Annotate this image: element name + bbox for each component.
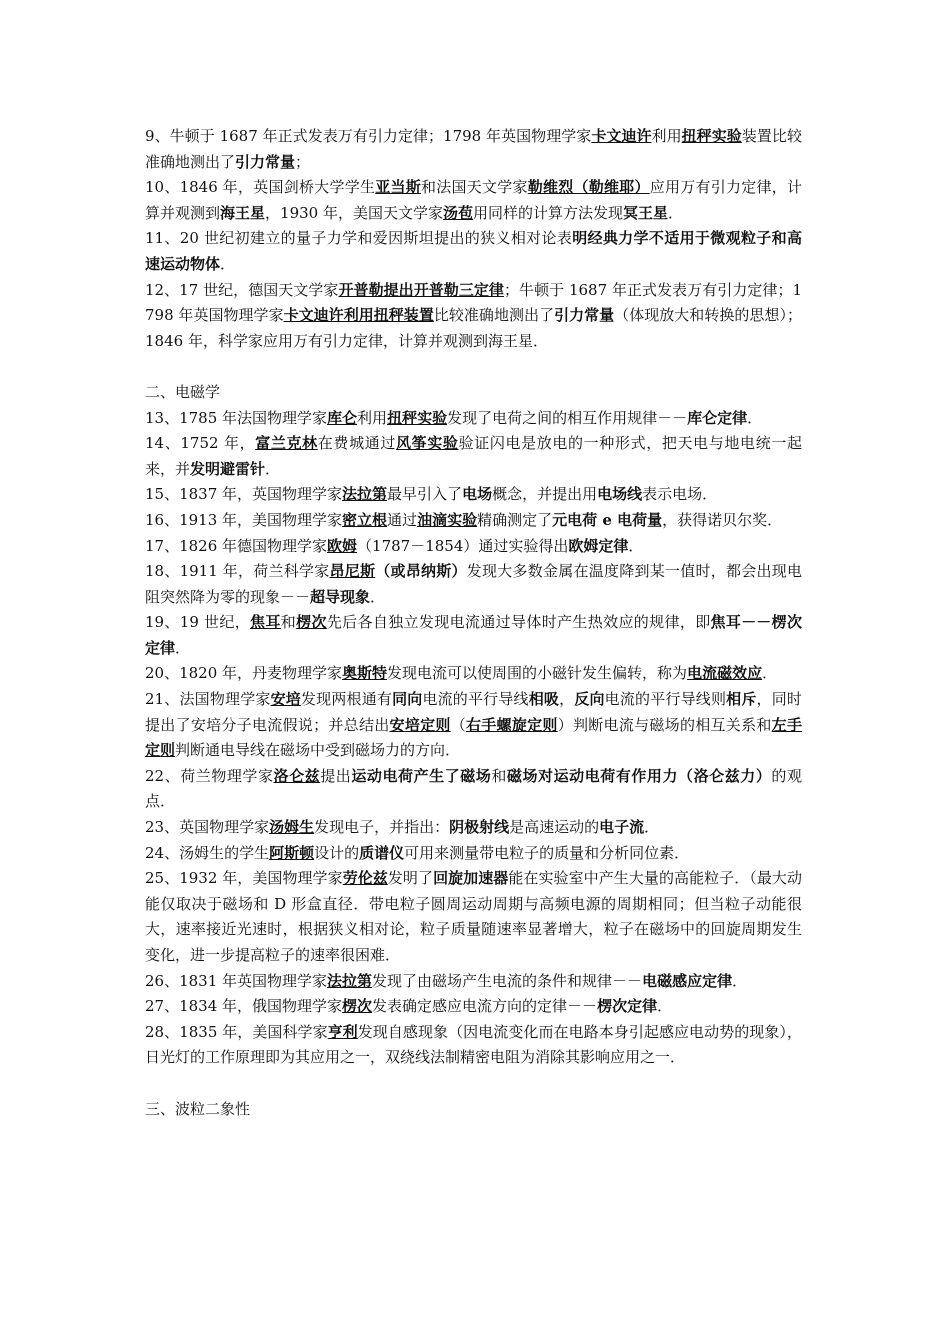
emphasis-text: 欧姆定律: [568, 536, 629, 555]
paragraph-p17: [145, 534, 802, 560]
emphasis-text: 库仑定律: [687, 408, 748, 427]
emphasis-text: 电子流: [599, 818, 645, 837]
text-segment: ．: [175, 638, 191, 657]
emphasis-text: 元电荷 e 电荷量: [552, 510, 663, 529]
text-segment: 表示电场．: [642, 485, 718, 504]
emphasis-text: 欧姆: [327, 536, 358, 555]
text-segment: ．: [747, 408, 763, 427]
text-segment: ．: [265, 459, 281, 478]
paragraph-p11: [145, 226, 802, 277]
emphasis-text: 劳伦兹: [342, 869, 388, 888]
text-segment: 9、牛顿于 1687 年正式发表万有引力定律；1798 年英国物理学家: [145, 127, 592, 145]
emphasis-text: 阴极射线: [449, 818, 510, 837]
text-segment: 三、波粒二象性: [145, 1099, 251, 1118]
text-segment: 用同样的计算方法发现: [473, 203, 624, 222]
text-segment: ；: [295, 152, 311, 171]
emphasis-text: 运动电荷产生了磁场: [351, 766, 492, 785]
emphasis-text: 库仑: [327, 408, 358, 427]
text-segment: 19、19 世纪，: [145, 613, 251, 632]
paragraph-p25: [145, 866, 802, 968]
text-segment: ．: [628, 536, 644, 555]
emphasis-text: 勒维烈（勒维耶）: [527, 178, 650, 197]
text-segment: 发现两根通有: [300, 690, 393, 709]
emphasis-text: 右手螺旋定则: [465, 715, 558, 734]
text-segment: 验证闪电是放电的一种形式，把天电与地电统一起来，并: [145, 434, 802, 478]
emphasis-text: 亨利: [327, 1022, 358, 1041]
text-segment: 发现了由磁场产生电流的条件和规律－－: [372, 971, 643, 990]
emphasis-text: 昂尼斯: [329, 562, 376, 581]
emphasis-text: 超导现象: [310, 587, 371, 606]
text-segment: 发现大多数金属在温度降到某一值时，都会出现电阻突然降为零的现象－－: [145, 562, 802, 606]
text-segment: 精确测定了: [477, 510, 553, 529]
text-segment: 发明了: [387, 869, 434, 888]
emphasis-text: 油滴实验: [417, 510, 478, 529]
text-segment: 18、1911 年，荷兰科学家: [145, 562, 330, 581]
text-segment: 20、1820 年，丹麦物理学家: [145, 664, 343, 683]
text-segment: 先后各自独立发现电流通过导体时产生热效应的规律，即: [326, 613, 711, 632]
text-segment: 11、20 世纪初建立的量子力学和爱因斯坦提出的狭义相对论表: [145, 229, 573, 248]
paragraph-p16: [145, 508, 802, 534]
emphasis-text: 电场线: [597, 485, 643, 504]
text-segment: ；牛顿于 1687 年正式发表万有引力定律；1798 年英国物理学家: [145, 280, 802, 325]
text-segment: 的观点．: [145, 766, 802, 811]
text-segment: 发现自感现象（因电流变化而在电路本身引起感应电动势的现象），日光灯的工作原理即为其应用之一，双绕线法制精密电阻为消除其影响应用之一．: [145, 1022, 802, 1067]
emphasis-text: 开普勒提出开普勒三定律: [338, 280, 504, 299]
emphasis-text: 质谱仪: [359, 843, 405, 862]
paragraph-p9: [145, 124, 802, 175]
text-segment: 在费城通过: [317, 434, 396, 453]
paragraph-p27: [145, 994, 802, 1020]
emphasis-text: 亚当斯: [375, 178, 421, 197]
paragraph-p23: [145, 815, 802, 841]
emphasis-text: 楞次定律: [597, 997, 658, 1016]
emphasis-text: 楞次: [342, 997, 373, 1016]
text-segment: 提出: [320, 766, 352, 785]
paragraph-p15: [145, 482, 802, 508]
paragraph-p18: [145, 559, 802, 610]
text-segment: 发现电流可以使周围的小磁针发生偏转，称为: [387, 664, 688, 683]
text-segment: 电流的平行导线则: [604, 690, 727, 709]
paragraph-p19: [145, 610, 802, 661]
text-segment: 13、1785 年法国物理学家: [145, 408, 328, 427]
text-segment: 二、电磁学: [145, 382, 221, 401]
emphasis-text: 焦耳: [250, 613, 281, 632]
emphasis-text: 同向: [392, 690, 423, 709]
emphasis-text: 富兰克林: [255, 434, 318, 453]
emphasis-text: 法拉第: [327, 971, 373, 990]
text-segment: 26、1831 年英国物理学家: [145, 971, 328, 990]
text-segment: 通过: [387, 510, 418, 529]
section-heading: [145, 380, 802, 406]
emphasis-text: 发明避雷针: [190, 459, 266, 478]
emphasis-text: 汤苞: [442, 203, 473, 222]
emphasis-text: 反向: [574, 690, 605, 709]
text-segment: ．: [220, 254, 236, 273]
paragraph-p24: [145, 841, 802, 867]
text-segment: 24、汤姆生的学生: [145, 843, 270, 862]
text-segment: （体现放大和转换的思想）；1846 年，科学家应用万有引力定律，计算并观测到海王星．: [145, 306, 802, 350]
text-segment: ，: [559, 690, 575, 709]
text-segment: ）判断电流与磁场的相互关系和: [557, 715, 772, 734]
text-segment: ．: [644, 818, 660, 837]
emphasis-text: 相吸: [528, 690, 560, 709]
text-segment: 能在实验室中产生大量的高能粒子．（最大动能仅取决于磁场和 D 形盒直径．带电粒子圆周运动周期与高频电源的周期相同；但当粒子动能很大，速率接近光速时，根据狭义相对论，粒子质量随速率显著增大，粒子在磁场中的回旋周期发生变化，进一步提高粒子的速率很困难．: [145, 869, 802, 964]
text-segment: 利用: [357, 408, 388, 427]
emphasis-text: 回旋加速器: [433, 869, 509, 888]
paragraph-p26: [145, 969, 802, 995]
emphasis-text: 引力常量: [554, 306, 615, 325]
text-segment: 是高速运动的: [509, 818, 600, 837]
text-segment: 22、荷兰物理学家: [145, 766, 274, 785]
text-segment: 和: [280, 613, 297, 632]
text-segment: 12、17 世纪，德国天文学家: [145, 280, 339, 299]
text-segment: 23、英国物理学家: [145, 818, 270, 837]
text-segment: 和法国天文学家: [421, 178, 528, 197]
text-segment: 比较准确地测出了: [433, 306, 555, 325]
text-segment: ．: [657, 997, 673, 1016]
emphasis-text: 法拉第: [342, 485, 388, 504]
text-segment: 应用万有引力定律，计算并观测到: [145, 178, 802, 222]
paragraph-p10: [145, 175, 802, 226]
paragraph-p20: [145, 661, 802, 687]
text-segment: 21、法国物理学家: [145, 690, 271, 709]
text-segment: 装置比较准确地测出了: [145, 127, 802, 171]
text-segment: 判断通电导线在磁场中受到磁场力的方向．: [175, 741, 461, 760]
emphasis-text: 汤姆生: [269, 818, 315, 837]
emphasis-text: 相斥: [726, 690, 757, 709]
emphasis-text: 引力常量: [235, 152, 296, 171]
emphasis-text: 海王星: [220, 203, 266, 222]
text-segment: 最早引入了: [387, 485, 463, 504]
text-segment: （: [450, 715, 466, 734]
emphasis-text: 卡文迪许利用扭秤装置: [283, 306, 434, 325]
text-segment: ，1930 年，美国天文学家: [265, 203, 443, 222]
emphasis-text: 电场: [462, 485, 493, 504]
emphasis-text: （或昂纳斯）: [375, 562, 467, 581]
text-segment: ．: [668, 203, 684, 222]
text-segment: 和: [491, 766, 507, 785]
paragraph-p22: [145, 764, 802, 815]
paragraph-p28: [145, 1020, 802, 1071]
text-segment: 15、1837 年，英国物理学家: [145, 485, 343, 504]
emphasis-text: 磁场对运动电荷有作用力（洛仑兹力）: [506, 766, 772, 785]
emphasis-text: 扭秤实验: [387, 408, 448, 427]
text-segment: 16、1913 年，美国物理学家: [145, 510, 343, 529]
emphasis-text: 楞次: [296, 613, 327, 632]
emphasis-text: 安培定则: [389, 715, 451, 734]
text-segment: 电流的平行导线: [422, 690, 529, 709]
text-segment: 设计的: [314, 843, 360, 862]
emphasis-text: 左手定则: [145, 715, 802, 760]
text-segment: 发现了电荷之间的相互作用规律－－: [447, 408, 688, 427]
paragraph-p12: [145, 278, 802, 355]
text-segment: 可用来测量带电粒子的质量和分析同位素．: [404, 843, 690, 862]
emphasis-text: 卡文迪许: [591, 127, 652, 145]
emphasis-text: 洛仑兹: [273, 766, 321, 785]
paragraph-p21: [145, 687, 802, 764]
text-segment: ，同时提出了安培分子电流假说；并总结出: [145, 690, 802, 734]
emphasis-text: 明经典力学不适用于微观粒子和高速运动物体: [145, 229, 802, 273]
paragraph-p13: [145, 406, 802, 432]
emphasis-text: 阿斯顿: [269, 843, 315, 862]
emphasis-text: 密立根: [342, 510, 388, 529]
text-segment: ．: [370, 587, 386, 606]
text-segment: 概念，并提出用: [492, 485, 598, 504]
text-segment: 27、1834 年，俄国物理学家: [145, 997, 343, 1016]
text-segment: 25、1932 年，美国物理学家: [145, 869, 343, 888]
paragraph-p14: [145, 431, 802, 482]
text-segment: 利用: [651, 127, 682, 145]
text-segment: 14、1752 年，: [145, 434, 256, 453]
text-segment: 发表确定感应电流方向的定律－－: [372, 997, 598, 1016]
emphasis-text: 焦耳－－楞次定律: [145, 613, 802, 657]
text-segment: ．: [762, 664, 778, 683]
emphasis-text: 风筝实验: [396, 434, 459, 453]
text-segment: 17、1826 年德国物理学家: [145, 536, 328, 555]
emphasis-text: 扭秤实验: [681, 127, 742, 145]
emphasis-text: 电流磁效应: [687, 664, 763, 683]
emphasis-text: 安培: [270, 690, 301, 709]
text-segment: 发现电子，并指出：: [314, 818, 450, 837]
text-segment: （1787－1854）通过实验得出: [357, 536, 569, 555]
emphasis-text: 电磁感应定律: [642, 971, 733, 990]
text-segment: ，获得诺贝尔奖．: [662, 510, 783, 529]
text-segment: 28、1835 年，美国科学家: [145, 1022, 328, 1041]
section-heading: [145, 1097, 802, 1123]
emphasis-text: 奥斯特: [342, 664, 388, 683]
text-segment: 10、1846 年，英国剑桥大学学生: [145, 178, 376, 197]
emphasis-text: 冥王星: [623, 203, 669, 222]
text-segment: ．: [732, 971, 748, 990]
